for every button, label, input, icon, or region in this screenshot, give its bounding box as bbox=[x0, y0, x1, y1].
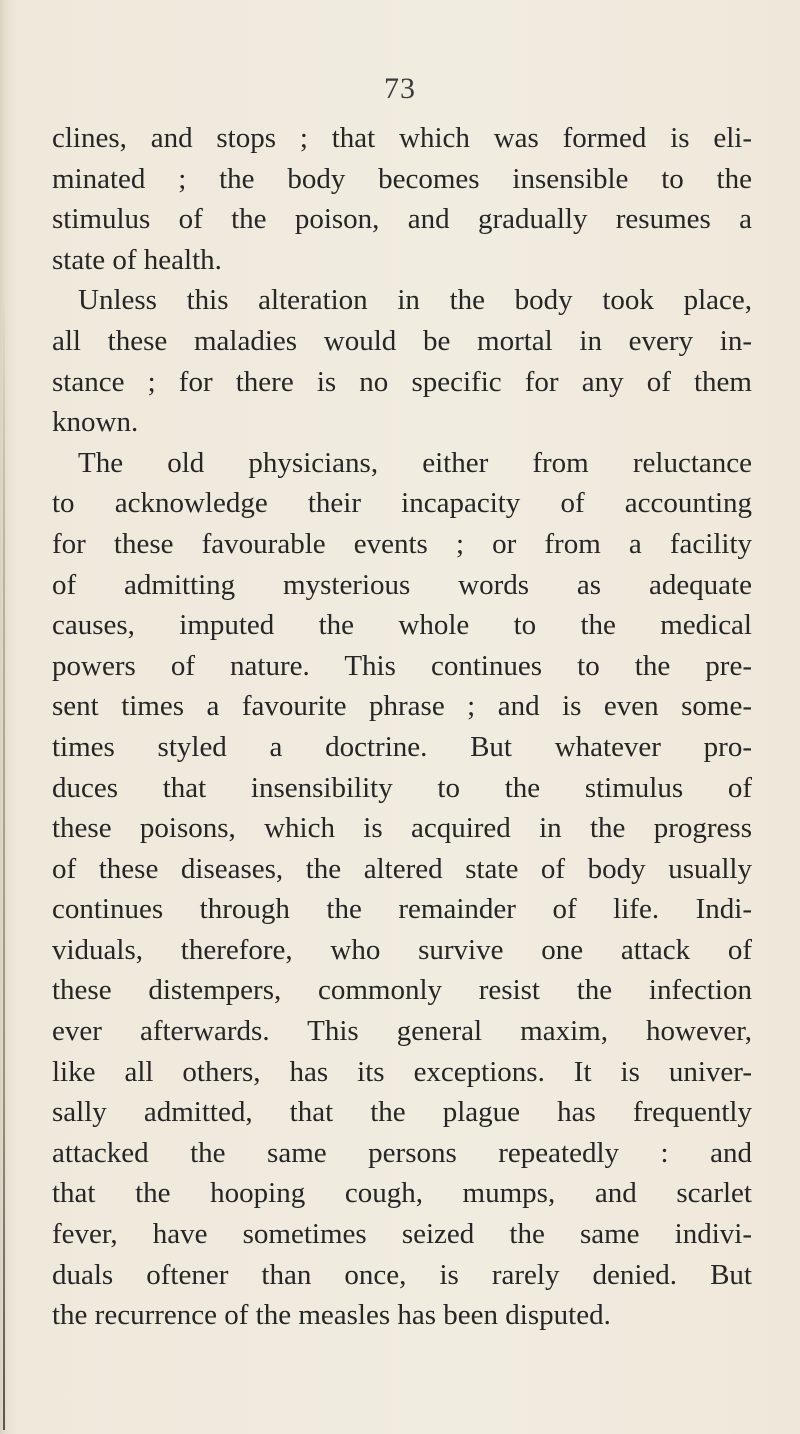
text-line: times styled a doctrine. But whatever pro- bbox=[52, 730, 752, 763]
page-number: 73 bbox=[384, 72, 416, 105]
text-line: these distempers, commonly resist the infection bbox=[52, 974, 752, 1007]
text-line: of these diseases, the altered state of body usually bbox=[52, 852, 752, 885]
text-line: ever afterwards. This general maxim, however, bbox=[52, 1015, 752, 1048]
text-line: The old physicians, either from reluctance bbox=[78, 446, 752, 479]
text-line: viduals, therefore, who survive one attack of bbox=[52, 933, 752, 966]
text-line: duals oftener than once, is rarely denied. But bbox=[52, 1258, 752, 1291]
text-line: sally admitted, that the plague has frequently bbox=[52, 1096, 752, 1129]
text-line: sent times a favourite phrase ; and is even some- bbox=[52, 690, 752, 723]
text-line: Unless this alteration in the body took place, bbox=[78, 284, 752, 317]
text-line: attacked the same persons repeatedly : and bbox=[52, 1136, 752, 1169]
text-line: duces that insensibility to the stimulus of bbox=[52, 771, 752, 804]
text-line: these poisons, which is acquired in the progress bbox=[52, 812, 752, 845]
text-line: like all others, has its exceptions. It is univer- bbox=[52, 1055, 752, 1088]
text-line: minated ; the body becomes insensible to the bbox=[52, 162, 752, 195]
body-text bbox=[52, 118, 752, 1336]
text-line: state of health. bbox=[52, 243, 222, 276]
text-line: causes, imputed the whole to the medical bbox=[52, 609, 752, 642]
text-line: stimulus of the poison, and gradually resumes a bbox=[52, 203, 752, 236]
binding-shadow bbox=[3, 300, 5, 1430]
text-line: for these favourable events ; or from a facility bbox=[52, 527, 752, 560]
text-line: stance ; for there is no specific for any of them bbox=[52, 365, 752, 398]
text-line: known. bbox=[52, 406, 139, 439]
text-line: clines, and stops ; that which was formed is eli- bbox=[52, 122, 752, 154]
text-line: fever, have sometimes seized the same indivi- bbox=[52, 1218, 752, 1251]
text-line: to acknowledge their incapacity of accounting bbox=[52, 487, 752, 520]
text-line: of admitting mysterious words as adequate bbox=[52, 568, 752, 601]
text-line: that the hooping cough, mumps, and scarlet bbox=[52, 1177, 752, 1210]
text-line: continues through the remainder of life. Indi- bbox=[52, 893, 752, 926]
text-line: the recurrence of the measles has been disputed. bbox=[52, 1299, 611, 1332]
text-line: powers of nature. This continues to the pre- bbox=[52, 649, 752, 682]
text-line: all these maladies would be mortal in every in- bbox=[52, 324, 752, 357]
